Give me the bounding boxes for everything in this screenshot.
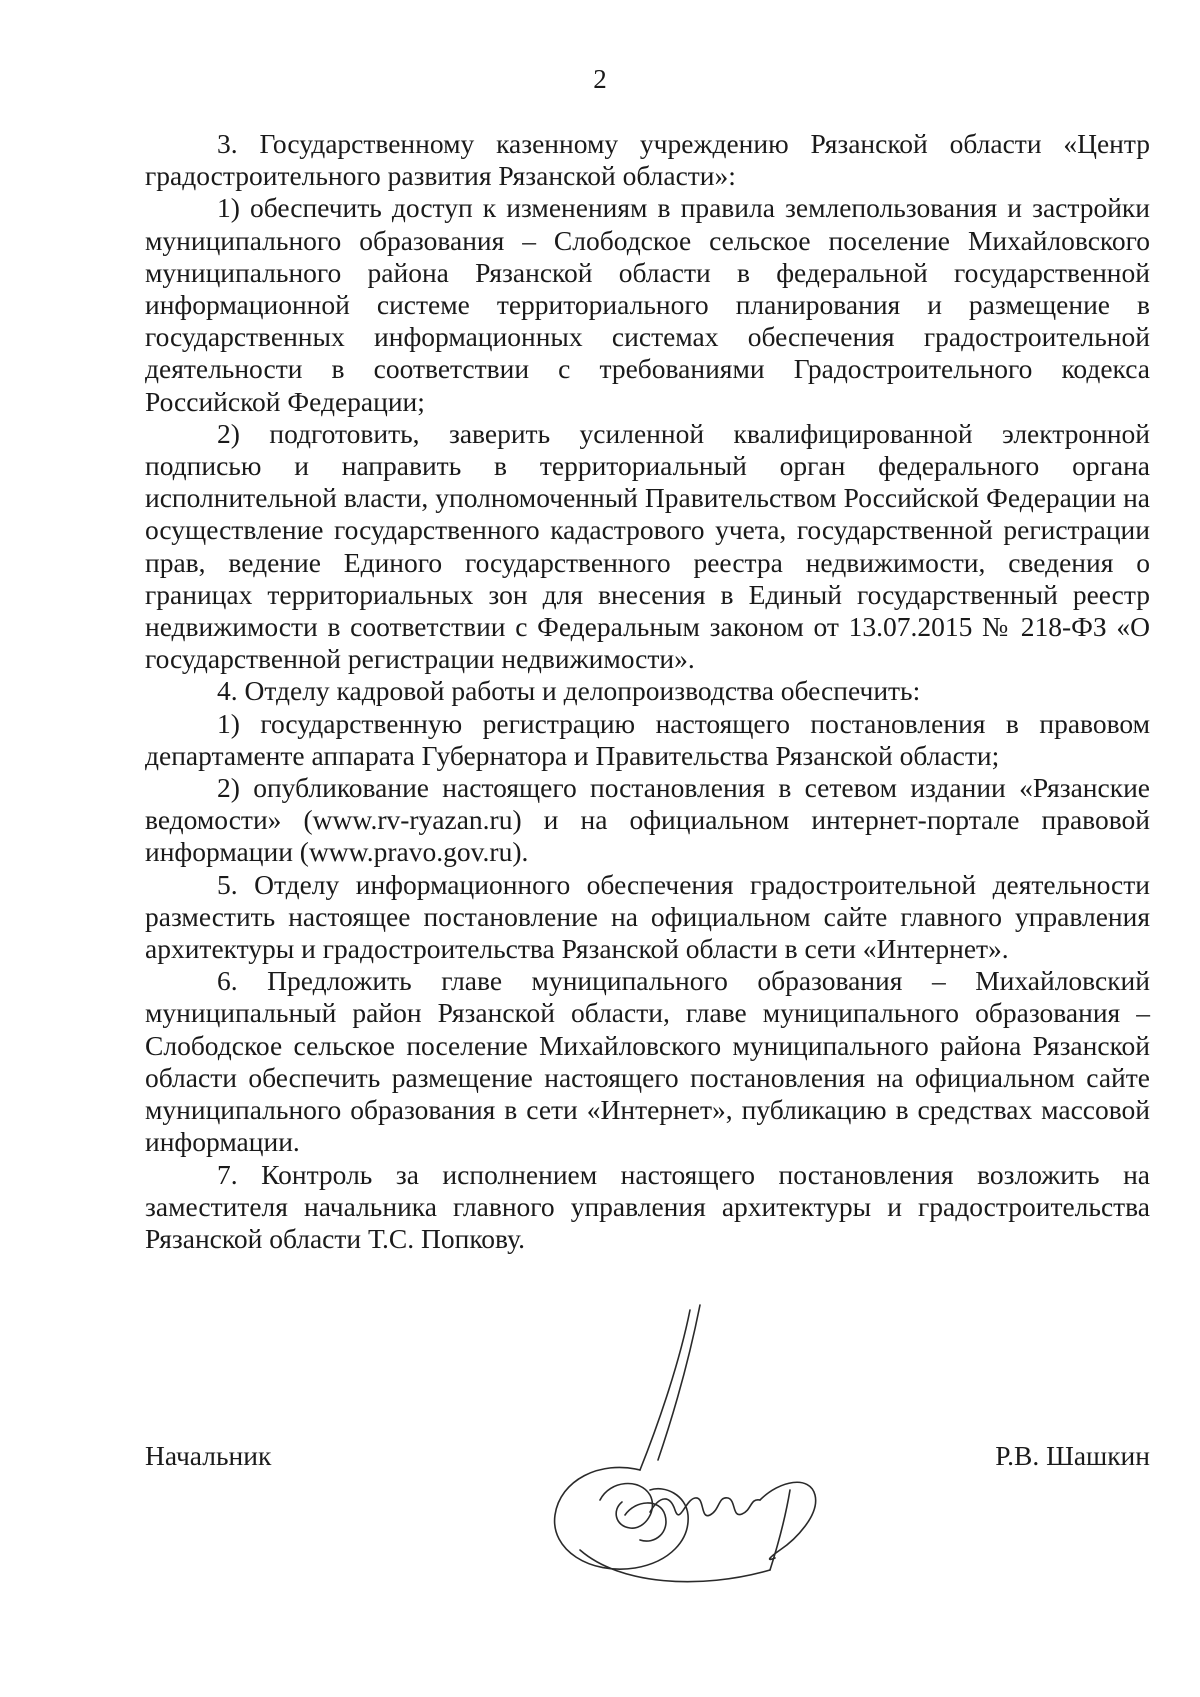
page-number: 2: [593, 64, 607, 94]
paragraph-6: 6. Предложить главе муниципального образования – Михайловский муниципальный район Рязанской области, главе муниципального образования – Слободское сельское поселение Михайловского муниципального района Рязанской области обеспечить размещение настоящего постановления на официальном сайте муниципального образования в сети «Интернет», публикацию в средствах массовой информации.: [145, 965, 1150, 1158]
signatory-name: Р.В. Шашкин: [995, 1440, 1150, 1471]
paragraph-3-1: 1) обеспечить доступ к изменениям в правила землепользования и застройки муниципального образования – Слободское сельское поселение Михайловского муниципального района Рязанской области в федеральной государственной информационной системе территориального планирования и размещение в государственных информационных системах обеспечения градостроительной деятельности в соответствии с требованиями Градостроительного кодекса Российской Федерации;: [145, 192, 1150, 417]
paragraph-3: 3. Государственному казенному учреждению Рязанской области «Центр градостроительного развития Рязанской области»:: [145, 128, 1150, 192]
handwritten-signature-icon: [540, 1300, 860, 1600]
paragraph-7: 7. Контроль за исполнением настоящего постановления возложить на заместителя начальника главного управления архитектуры и градостроительства Рязанской области Т.С. Попкову.: [145, 1158, 1150, 1254]
paragraph-4-1: 1) государственную регистрацию настоящего постановления в правовом департаменте аппарата Губернатора и Правительства Рязанской области;: [145, 707, 1150, 771]
paragraph-5: 5. Отделу информационного обеспечения градостроительной деятельности разместить настоящее постановление на официальном сайте главного управления архитектуры и градостроительства Рязанской области в сети «Интернет».: [145, 868, 1150, 965]
paragraph-4-2: 2) опубликование настоящего постановления в сетевом издании «Рязанские ведомости» (www.rv-ryazan.ru) и на официальном интернет-портале правовой информации (www.pravo.gov.ru).: [145, 772, 1150, 868]
paragraph-3-2: 2) подготовить, заверить усиленной квалифицированной электронной подписью и направить в территориальный орган федерального органа исполнительной власти, уполномоченный Правительством Российской Федерации на осуществление государственного кадастрового учета, государственной регистрации прав, ведение Единого государственного реестра недвижимости, сведения о границах территориальных зон для внесения в Единый государственный реестр недвижимости в соответствии с Федеральным законом от 13.07.2015 № 218-ФЗ «О государственной регистрации недвижимости».: [145, 417, 1150, 675]
document-body: [145, 128, 1150, 1255]
signatory-title: Начальник: [145, 1440, 272, 1471]
paragraph-4: 4. Отделу кадровой работы и делопроизводства обеспечить:: [217, 675, 921, 707]
